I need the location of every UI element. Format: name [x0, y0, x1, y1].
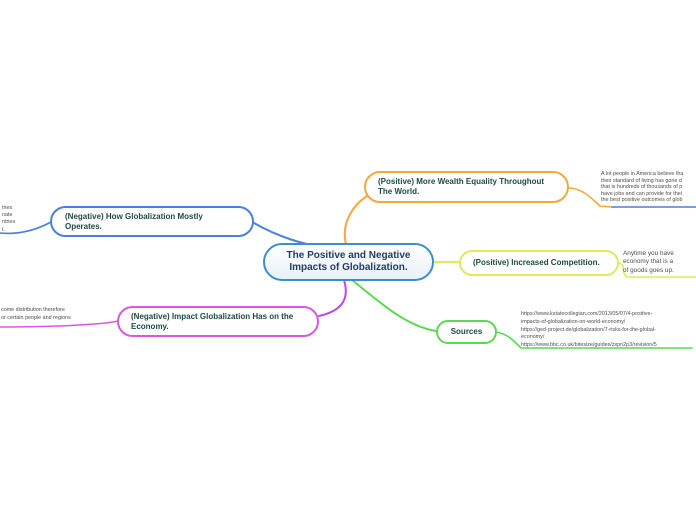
topic-sources[interactable]: [436, 320, 497, 344]
note-line: t.: [2, 226, 5, 233]
topic-how-globalization-operates-label: (Negative) How Globalization Mostly Operates.: [65, 211, 203, 231]
root-topic[interactable]: [263, 243, 434, 281]
note-line: of goods goes up.: [623, 266, 674, 274]
connector-root-economy: [319, 280, 346, 316]
note-increased-competition[interactable]: [623, 250, 674, 275]
topic-how-globalization-operates[interactable]: [50, 206, 254, 237]
connector-root-sources: [352, 280, 436, 331]
connector-root-wealth: [345, 196, 367, 244]
note-line: https://ged-project.de/globalization/7-risks-for-the-global-: [521, 326, 656, 333]
note-line: the best positive outcomes of glob: [601, 197, 683, 203]
note-line: impacts-of-globalization-on-world-economy/: [521, 318, 626, 325]
note-line: https://www.kstatecollegian.com/2013/05/07/4-positive-: [521, 311, 653, 317]
topic-sources-label: Sources: [450, 327, 483, 336]
note-how-globalization-operates[interactable]: [2, 205, 15, 234]
note-line: A lot people in America believe tha: [601, 171, 684, 177]
note-wealth-equality[interactable]: [601, 171, 683, 204]
topic-wealth-equality[interactable]: [364, 171, 569, 203]
note-line: have jobs and can provide for thei: [601, 190, 682, 197]
note-line: nate: [2, 212, 13, 219]
topic-wealth-equality-label: (Positive) More Wealth Equality Throughout The World.: [378, 177, 545, 196]
note-impact-on-economy[interactable]: [1, 306, 71, 323]
topic-impact-on-economy[interactable]: [117, 306, 319, 337]
note-line: come distribution therefore: [1, 307, 65, 313]
note-line: ntries: [2, 219, 16, 226]
note-line: economy that is a: [623, 258, 674, 266]
topic-increased-competition-label: (Positive) Increased Competition.: [473, 258, 600, 267]
topic-impact-on-economy-label: (Negative) Impact Globalization Has on the Economy.: [131, 311, 294, 331]
note-sources-urls[interactable]: [521, 311, 657, 350]
note-line: their standard of living has gone d: [601, 177, 682, 184]
note-line: tries: [2, 205, 13, 211]
note-line: economy/: [521, 334, 545, 341]
note-line: that is hundreds of thousands of p: [601, 184, 683, 190]
root-topic-label: The Positive and Negative Impacts of Globalization.: [286, 249, 411, 273]
note-line: or certain people and regions: [1, 315, 71, 322]
note-line: Anytime you have: [623, 250, 674, 257]
topic-increased-competition[interactable]: [459, 250, 619, 276]
note-line: https://www.bbc.co.uk/bitesize/guides/zxpn2p3/revision/5: [521, 342, 657, 349]
